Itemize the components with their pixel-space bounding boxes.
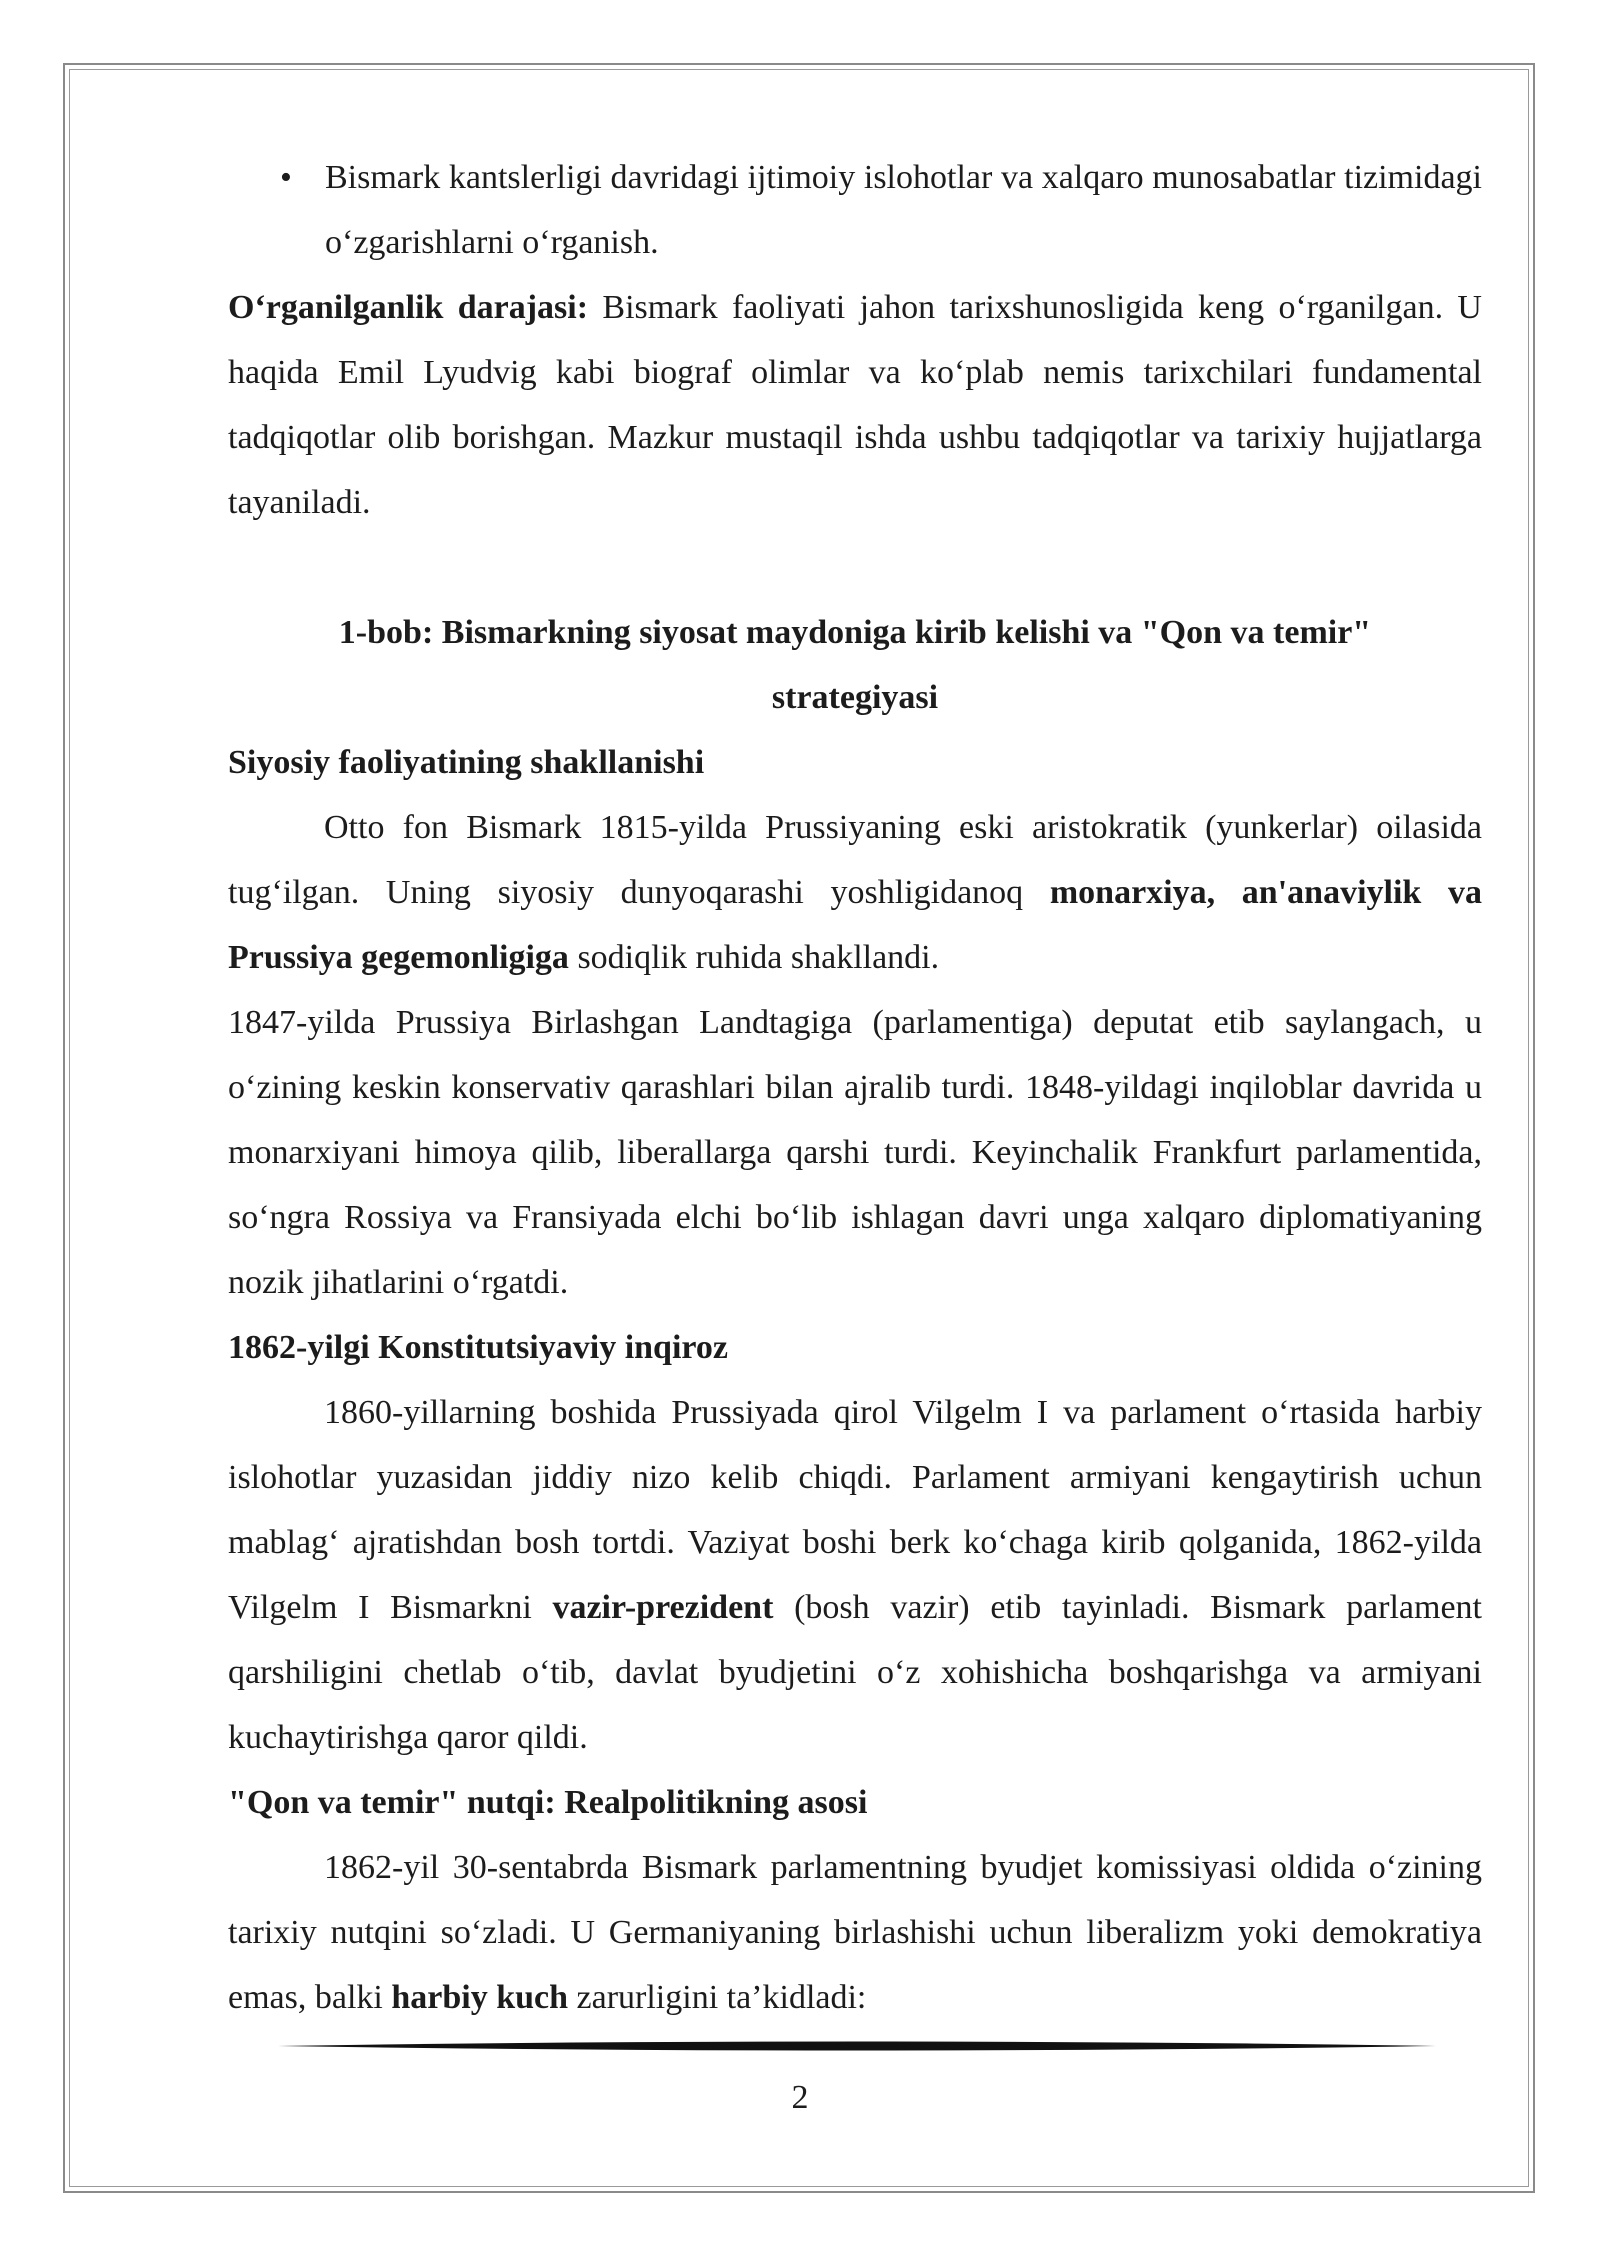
paragraph-bold-text: vazir-prezident	[552, 1589, 774, 1626]
paragraph-bold-text: monarxiya, an'anaviylik va Prussiya gegemonligiga	[228, 874, 1483, 976]
bullet-text: Bismark kantslerligi davridagi ijtimoiy islohotlar va xalqaro munosabatlar tizimidagi o‘zgarishlarni o‘rganish.	[325, 159, 1482, 261]
paragraph-text: zarurligini ta’kidladi:	[568, 1979, 867, 2016]
section-heading-constitutional-crisis: 1862-yilgi Konstitutsiyaviy inqiroz	[228, 1329, 728, 1366]
paragraph-bismarck-origins	[228, 795, 1482, 990]
paragraph-constitutional-crisis	[228, 1380, 1482, 1770]
research-level-paragraph	[228, 275, 1482, 535]
paragraph-text: Otto fon Bismark 1815-yilda Prussiyaning eski aristokratik (yunkerlar) oilasida tug‘ilgan. Uning siyosiy dunyoqarashi yoshligidanoq	[228, 809, 1482, 911]
paragraph-text: (bosh vazir) etib tayinladi. Bismark parlament qarshiligini chetlab o‘tib, davlat byudjetini o‘z xohishicha boshqarishga va armiyani kuchaytirishga qaror qildi.	[228, 1589, 1482, 1756]
paragraph-blood-and-iron	[228, 1835, 1482, 2030]
section-heading-blood-and-iron: "Qon va temir" nutqi: Realpolitikning asosi	[228, 1784, 868, 1821]
chapter-title-line-1: 1-bob: Bismarkning siyosat maydoniga kirib kelishi va "Qon va temir"	[338, 614, 1372, 651]
section-heading-political-activity: Siyosiy faoliyatining shakllanishi	[228, 744, 705, 781]
bullet-item	[228, 145, 1482, 275]
page-content	[228, 145, 1482, 2030]
paragraph-text: 1860-yillarning boshida Prussiyada qirol Vilgelm I va parlament o‘rtasida harbiy islohotlar yuzasidan jiddiy nizo kelib chiqdi. Parlament armiyani kengaytirish uchun mablag‘ ajratishdan bosh tortdi. Vaziyat boshi berk ko‘chaga kirib qolganida, 1862-yilda Vilgelm I Bismarkni	[228, 1394, 1482, 1626]
bullet-marker: •	[280, 159, 292, 196]
paragraph-landtag: 1847-yilda Prussiya Birlashgan Landtagiga (parlamentiga) deputat etib saylangach, u o‘zining keskin konservativ qarashlari bilan ajralib turdi. 1848-yildagi inqiloblar davrida u monarxiyani himoya qilib, liberallarga qarshi turdi. Keyinchalik Frankfurt parlamentida, so‘ngra Rossiya va Fransiyada elchi bo‘lib ishlagan davri unga xalqaro diplomatiyaning nozik jihatlarini o‘rgatdi.	[228, 1004, 1482, 1301]
research-level-text: Bismark faoliyati jahon tarixshunosligida keng o‘rganilgan. U haqida Emil Lyudvig kabi biograf olimlar va ko‘plab nemis tarixchilari fundamental tadqiqotlar olib borishgan. Mazkur mustaqil ishda ushbu tadqiqotlar va tarixiy hujjatlarga tayaniladi.	[228, 289, 1482, 521]
research-level-label: O‘rganilganlik darajasi:	[228, 289, 589, 326]
paragraph-text: sodiqlik ruhida shakllandi.	[568, 939, 940, 976]
paragraph-text: 1862-yil 30-sentabrda Bismark parlamentning byudjet komissiyasi oldida o‘zining tarixiy nutqini so‘zladi. U Germaniyaning birlashishi uchun liberalizm yoki demokratiya emas, balki	[228, 1849, 1482, 2016]
paragraph-bold-text: harbiy kuch	[391, 1979, 569, 2016]
page-number: 2	[791, 2079, 809, 2116]
chapter-title	[228, 600, 1482, 730]
footer-ornamental-rule	[278, 2038, 1436, 2054]
chapter-title-line-2: strategiyasi	[771, 679, 939, 716]
